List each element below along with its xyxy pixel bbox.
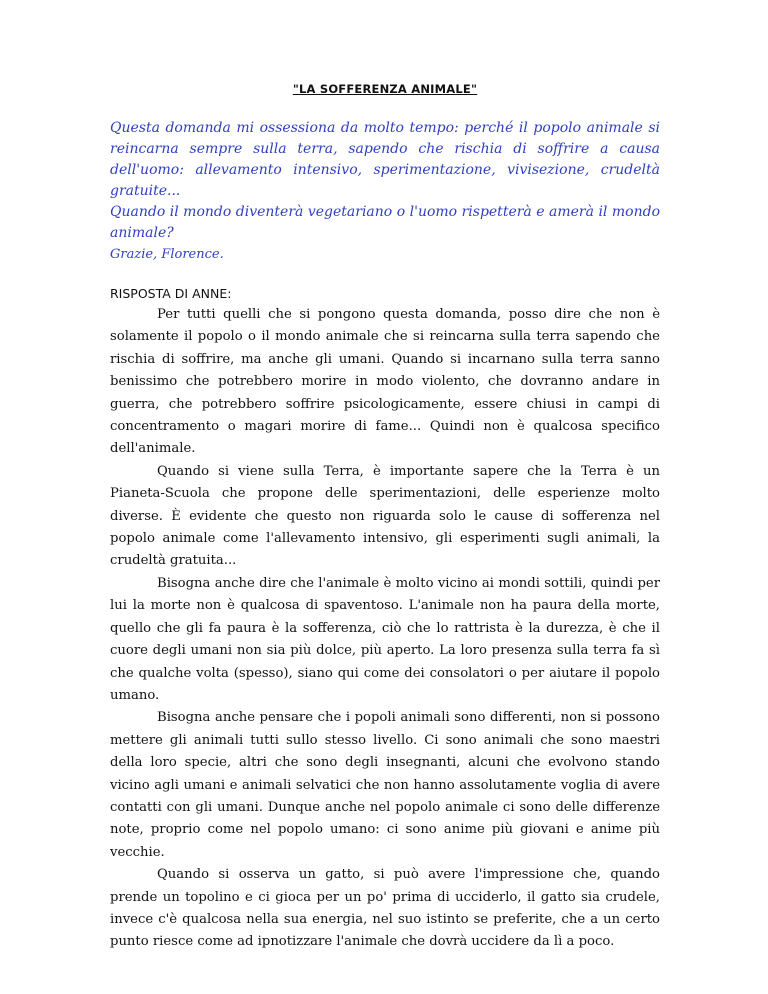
question-signature: Grazie, Florence.: [110, 247, 224, 262]
answer-paragraph-1: Per tutti quelli che si pongono questa domanda, posso dire che non è solamente il popolo o il mondo animale che si reincarna sulla terra sapendo che rischia di soffrire, ma anche gli umani. Quando si incarnano sulla terra sanno benissimo che potrebbero morire in modo violento, che dovranno andare in guerra, che potrebbero soffrire psicologicamente, essere chiusi in campi di concentramento o magari morire di fame... Quindi non è qualcosa specifico dell'animale.: [110, 307, 660, 457]
answer-label: RISPOSTA DI ANNE:: [110, 286, 232, 301]
answer-paragraph-4: Bisogna anche pensare che i popoli animali sono differenti, non si possono mettere gli animali tutti sullo stesso livello. Ci sono animali che sono maestri della loro specie, altri che sono degli insegnanti, alcuni che evolvono stando vicino agli umani e animali selvatici che non hanno assolutamente voglia di avere contatti con gli umani. Dunque anche nel popolo animale ci sono delle differenze note, proprio come nel popolo umano: ci sono anime più giovani e anime più vecchie.: [110, 710, 660, 860]
answer-paragraph-5: Quando si osserva un gatto, si può avere l'impressione che, quando prende un topolino e ci gioca per un po' prima di ucciderlo, il gatto sia crudele, invece c'è qualcosa nella sua energia, nel suo istinto se preferite, che a un certo punto riesce come ad ipnotizzare l'animale che dovrà uccidere da lì a poco.: [110, 867, 660, 950]
answer-paragraph-2: Quando si viene sulla Terra, è importante sapere che la Terra è un Pianeta-Scuola che propone delle sperimentazioni, delle esperienze molto diverse. È evidente che questo non riguarda solo le cause di sofferenza nel popolo animale come l'allevamento intensivo, gli esperimenti sugli animali, la crudeltà gratuita...: [110, 463, 660, 569]
question-line-1: Questa domanda mi ossessiona da molto tempo: perché il popolo animale si reincarna sempre sulla terra, sapendo che rischia di soffrire a causa dell'uomo: allevamento intensivo, sperimentazione, vivisezione, crudeltà gratuite...: [110, 120, 660, 199]
question-block: [110, 118, 660, 265]
answer-block: [110, 283, 660, 954]
document-page: [110, 82, 660, 954]
question-line-2: Quando il mondo diventerà vegetariano o l'uomo rispetterà e amerà il mondo animale?: [110, 204, 660, 241]
document-title: "LA SOFFERENZA ANIMALE": [292, 82, 478, 96]
answer-paragraph-3: Bisogna anche dire che l'animale è molto vicino ai mondi sottili, quindi per lui la morte non è qualcosa di spaventoso. L'animale non ha paura della morte, quello che gli fa paura è la sofferenza, ciò che lo rattrista è la durezza, è che il cuore degli umani non sia più dolce, più aperto. La loro presenza sulla terra fa sì che qualche volta (spesso), siano qui come dei consolatori o per aiutare il popolo umano.: [110, 575, 660, 703]
